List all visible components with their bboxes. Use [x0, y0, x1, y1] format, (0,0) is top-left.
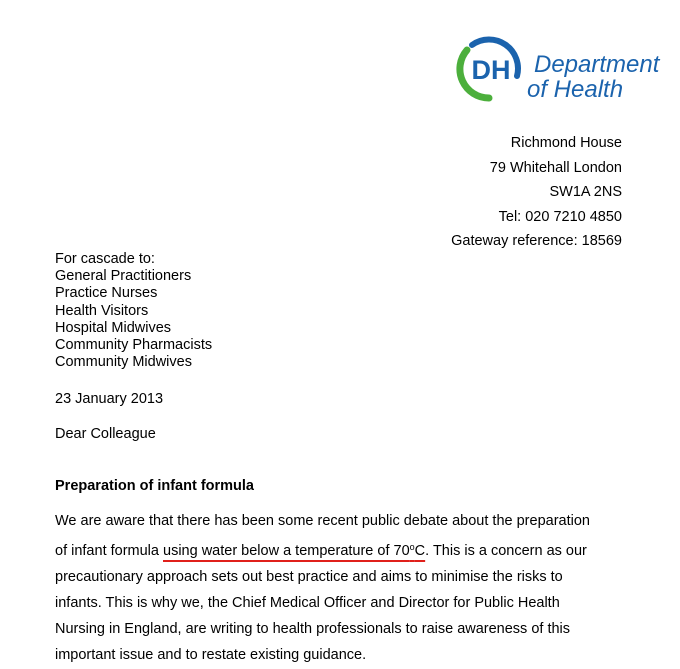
- logo-initials: DH: [471, 55, 511, 85]
- paragraph-line: [55, 534, 615, 564]
- paragraph-line: We are aware that there has been some recent public debate about the preparation: [55, 513, 590, 529]
- cascade-intro: For cascade to:: [55, 251, 155, 267]
- address-line: SW1A 2NS: [549, 184, 622, 200]
- cascade-list: [55, 251, 212, 371]
- paragraph-line: important issue and to restate existing guidance.: [55, 647, 367, 663]
- dh-logo-graphic: [456, 36, 671, 102]
- paragraph-text: . This is a concern as our: [425, 543, 587, 559]
- cascade-recipient: Hospital Midwives: [55, 319, 172, 336]
- highlighted-text: using water below a temperature of 70: [163, 543, 410, 559]
- salutation: Dear Colleague: [55, 426, 156, 442]
- address-line: Richmond House: [510, 135, 622, 151]
- logo-text-line2: of Health: [527, 76, 624, 102]
- paragraph-text: of infant formula: [55, 543, 163, 559]
- degree-superscript: o: [409, 542, 415, 552]
- sender-address: [451, 131, 622, 254]
- highlighted-phrase: [163, 543, 425, 559]
- body-paragraph: [55, 508, 615, 668]
- cascade-recipient: Health Visitors: [55, 302, 149, 319]
- paragraph-line: infants. This is why we, the Chief Medical Officer and Director for Public Health: [55, 595, 560, 611]
- letter-date: 23 January 2013: [55, 391, 164, 407]
- paragraph-line: Nursing in England, are writing to health professionals to raise awareness of this: [55, 621, 571, 637]
- gateway-reference: Gateway reference: 18569: [451, 233, 622, 249]
- address-line: 79 Whitehall London: [489, 159, 622, 176]
- letter-heading: Preparation of infant formula: [55, 478, 254, 494]
- cascade-recipient: Practice Nurses: [55, 285, 158, 302]
- paragraph-line: precautionary approach sets out best practice and aims to minimise the risks to: [55, 569, 563, 585]
- cascade-recipient: Community Pharmacists: [55, 337, 213, 354]
- dh-logo: [456, 36, 671, 102]
- temperature-unit: C: [414, 543, 426, 559]
- logo-text-line1: Department: [534, 51, 660, 78]
- cascade-recipient: Community Midwives: [55, 354, 192, 371]
- address-phone: Tel: 020 7210 4850: [498, 208, 622, 225]
- cascade-recipient: General Practitioners: [55, 268, 192, 285]
